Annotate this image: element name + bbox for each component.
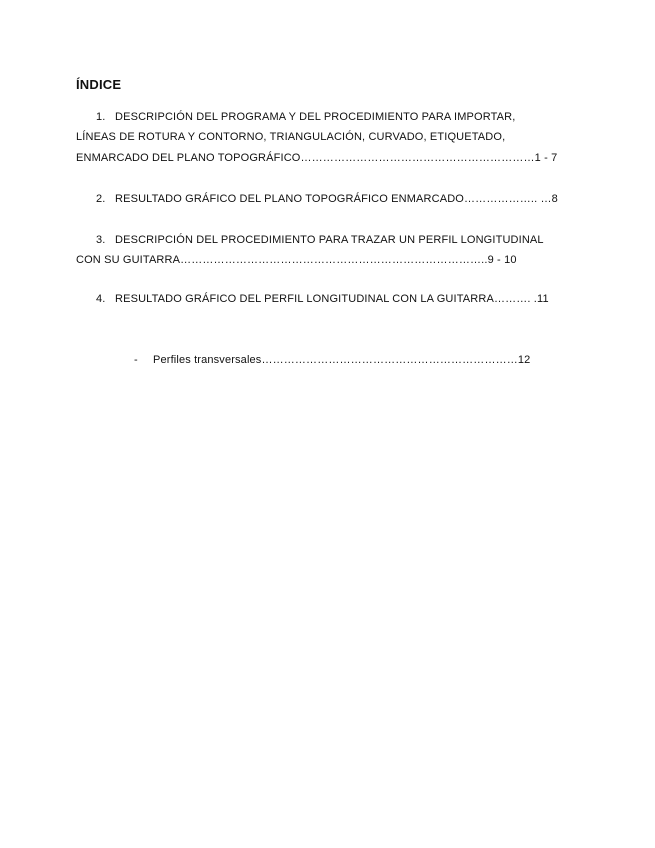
toc-entry-4-line-1 <box>96 292 549 306</box>
toc-subentry-text: Perfiles transversales……………………………………………………………12 <box>153 354 531 366</box>
index-heading: ÍNDICE <box>76 77 122 92</box>
toc-entry-2-line-1 <box>96 192 558 206</box>
toc-entry-3-line-1 <box>96 233 544 247</box>
toc-entry-2-text-1: RESULTADO GRÁFICO DEL PLANO TOPOGRÁFICO ENMARCADO……………….. …8 <box>115 193 558 205</box>
toc-entry-1-text-1: DESCRIPCIÓN DEL PROGRAMA Y DEL PROCEDIMIENTO PARA IMPORTAR, <box>115 111 516 123</box>
toc-entry-1-number: 1. <box>96 111 106 123</box>
toc-entry-2-number: 2. <box>96 193 106 205</box>
toc-entry-1-line-3: ENMARCADO DEL PLANO TOPOGRÁFICO………………………………………………………1 - 7 <box>76 152 558 164</box>
toc-entry-4-number: 4. <box>96 293 106 305</box>
toc-entry-3-text-1: DESCRIPCIÓN DEL PROCEDIMIENTO PARA TRAZAR UN PERFIL LONGITUDINAL <box>115 234 544 246</box>
toc-subentry-bullet: - <box>134 354 138 366</box>
toc-entry-4-text-1: RESULTADO GRÁFICO DEL PERFIL LONGITUDINAL CON LA GUITARRA………. .11 <box>115 293 549 305</box>
toc-subentry <box>134 353 530 367</box>
toc-entry-3-line-2: CON SU GUITARRA………………………………………………………………………..9 - 10 <box>76 254 517 266</box>
toc-entry-1-line-1 <box>96 110 515 124</box>
toc-entry-1-line-2: LÍNEAS DE ROTURA Y CONTORNO, TRIANGULACIÓN, CURVADO, ETIQUETADO, <box>76 131 506 143</box>
toc-entry-3-number: 3. <box>96 234 106 246</box>
